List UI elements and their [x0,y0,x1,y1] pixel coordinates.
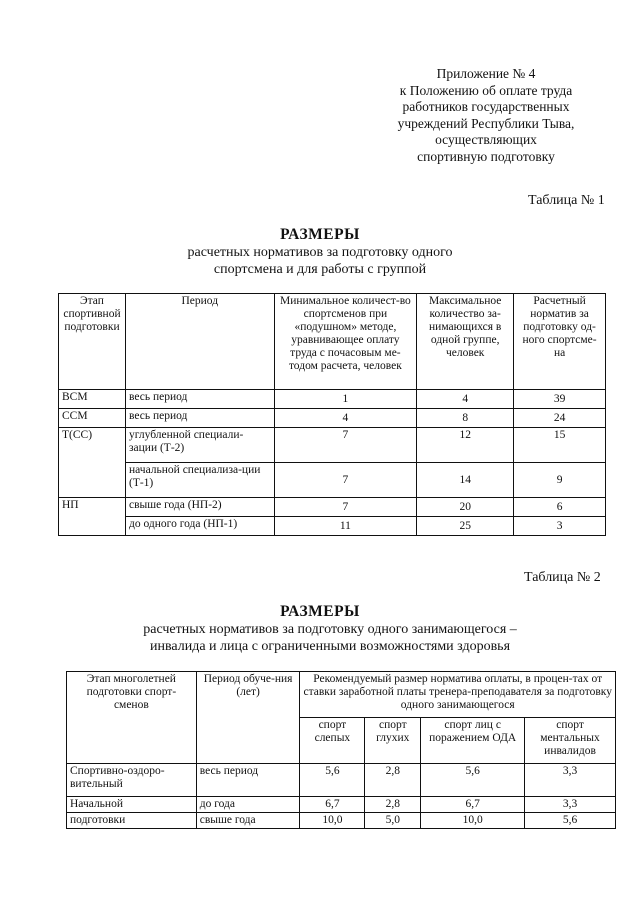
rates-table-1 [58,293,606,536]
cell-stage: ВСМ [59,390,126,409]
cell-norm: 24 [514,409,606,428]
header-stage: Этап многолетней подготовки спорт-сменов [67,672,197,764]
table-row [59,428,606,463]
cell-period: свыше года (НП-2) [125,498,274,517]
cell-norm: 39 [514,390,606,409]
cell-norm: 9 [514,463,606,498]
cell-stage: ССМ [59,409,126,428]
table1-subheading-2: спортсмена и для работы с группой [213,262,427,277]
cell-max: 12 [417,428,514,463]
header-blind: спорт слепых [300,718,365,764]
table2-heading: РАЗМЕРЫ [280,603,360,620]
header-min-athletes: Минимальное количест-во спортсменов при «подушном» методе, уравнивающее оплату труда с почасовым ме-тодом расчета, человек [274,294,417,390]
cell-mental: 3,3 [525,797,616,813]
cell-stage: Начальной [67,797,197,813]
appendix-line: Приложение № 4 [436,66,536,81]
table2-label: Таблица № 2 [524,570,601,585]
cell-blind: 6,7 [300,797,365,813]
cell-period: весь период [125,390,274,409]
header-period: Период обуче-ния (лет) [196,672,300,764]
cell-norm: 15 [514,428,606,463]
cell-stage: подготовки [67,813,197,829]
table1-label: Таблица № 1 [528,193,605,208]
appendix-line: работников государственных [402,99,570,114]
cell-min: 1 [274,390,417,409]
cell-mental: 3,3 [525,764,616,797]
cell-max: 4 [417,390,514,409]
cell-period: свыше года [196,813,300,829]
cell-stage: Т(СС) [59,428,126,498]
cell-blind: 5,6 [300,764,365,797]
cell-min: 7 [274,428,417,463]
table2-subheading-1: расчетных нормативов за подготовку одного занимающегося – [143,622,517,637]
cell-period: до одного года (НП-1) [125,517,274,536]
cell-oda: 10,0 [421,813,525,829]
cell-period: углубленной специали-зации (Т-2) [125,428,274,463]
cell-max: 25 [417,517,514,536]
cell-stage: НП [59,498,126,536]
cell-min: 4 [274,409,417,428]
cell-period: начальной специализа-ции (Т-1) [125,463,274,498]
header-period: Период [125,294,274,390]
table2-subheading-2: инвалида и лица с ограниченными возможностями здоровья [149,639,511,654]
table-row [59,498,606,517]
appendix-line: к Положению об оплате труда [399,82,573,98]
table-row [59,517,606,536]
table1-heading: РАЗМЕРЫ [280,226,360,243]
cell-stage: Спортивно-оздоро-вительный [67,764,197,797]
appendix-header [370,66,602,165]
table-row [67,813,616,829]
cell-max: 20 [417,498,514,517]
table-row [67,797,616,813]
cell-period: весь период [125,409,274,428]
header-deaf: спорт глухих [365,718,421,764]
cell-period: до года [196,797,300,813]
cell-period: весь период [196,764,300,797]
cell-norm: 6 [514,498,606,517]
header-norm: Расчетный норматив за подготовку од-ного спортсме-на [514,294,606,390]
table-row [59,390,606,409]
table-row [67,764,616,797]
cell-deaf: 2,8 [365,764,421,797]
cell-max: 8 [417,409,514,428]
cell-max: 14 [417,463,514,498]
cell-min: 7 [274,498,417,517]
cell-deaf: 5,0 [365,813,421,829]
appendix-line: учреждений Республики Тыва, [397,115,575,131]
appendix-line: спортивную подготовку [417,148,555,164]
cell-oda: 6,7 [421,797,525,813]
appendix-line: осуществляющих [435,132,537,147]
header-stage: Этап спортивной подготовки [59,294,126,390]
header-mental: спорт ментальных инвалидов [525,718,616,764]
table-row [59,409,606,428]
table-row [59,463,606,498]
cell-min: 7 [274,463,417,498]
cell-blind: 10,0 [300,813,365,829]
cell-deaf: 2,8 [365,797,421,813]
header-recommended: Рекомендуемый размер норматива оплаты, в процен-тах от ставки заработной платы тренера-преподавателя за подготовку одного занимающегося [300,672,616,718]
header-max-group: Максимальное количество за-нимающихся в одной группе, человек [417,294,514,390]
cell-mental: 5,6 [525,813,616,829]
table1-subheading-1: расчетных нормативов за подготовку одного [187,245,453,260]
rates-table-2 [66,671,616,829]
cell-norm: 3 [514,517,606,536]
cell-oda: 5,6 [421,764,525,797]
cell-min: 11 [274,517,417,536]
header-oda: спорт лиц с поражением ОДА [421,718,525,764]
